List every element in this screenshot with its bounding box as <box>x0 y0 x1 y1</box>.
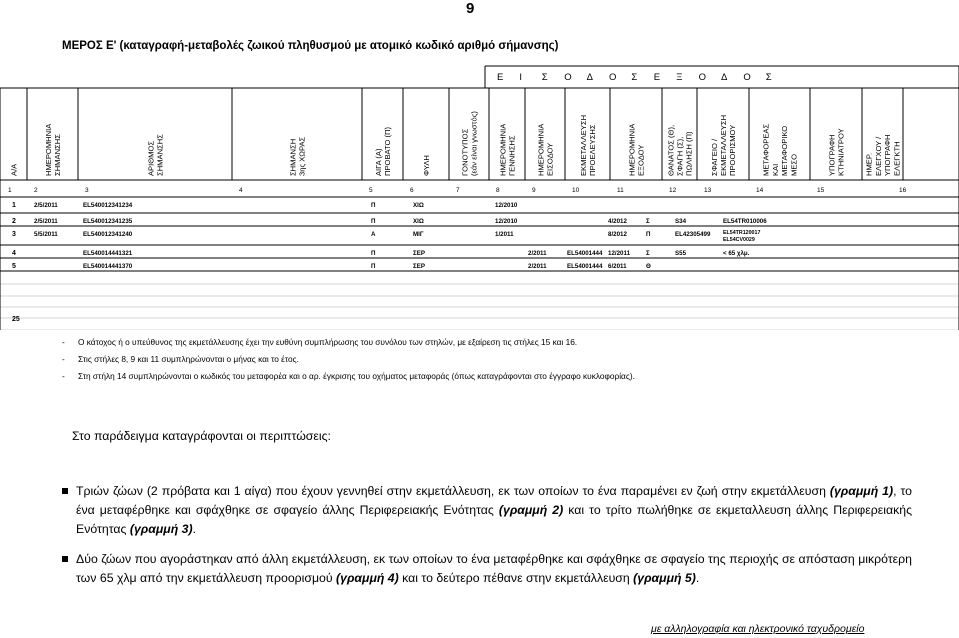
cell-exit: 6/2011 <box>608 263 627 270</box>
cell-transporter: EL54TR010006 <box>723 218 767 225</box>
cell-breed: ΜΙΓ <box>413 231 424 238</box>
cell-birth: 12/2010 <box>495 202 518 209</box>
column-header-2: ΗΜΕΡΟΜΗΝΙΑ <box>43 123 53 176</box>
column-number-14: 14 <box>756 187 764 194</box>
column-header-8: ΓΕΝΝΗΣΗΣ <box>507 135 517 176</box>
column-number-3: 3 <box>85 187 89 194</box>
cell-no: 4 <box>12 250 16 257</box>
cell-dest: S34 <box>675 218 687 225</box>
cell-species: Α <box>371 231 376 238</box>
cell-exit: 4/2012 <box>608 218 627 225</box>
cell-date: 2/5/2011 <box>34 218 58 225</box>
column-header-9: ΗΜΕΡΟΜΗΝΙΑ <box>536 123 546 176</box>
cell-species: Π <box>371 218 376 225</box>
cell-transporter: < 65 χλμ. <box>723 250 750 257</box>
column-number-1: 1 <box>8 187 12 194</box>
cell-date: 2/5/2011 <box>34 202 58 209</box>
instructions-notes <box>62 334 635 385</box>
column-header-12: ΣΦΑΓΗ (Σ), <box>675 136 685 176</box>
eisodos-letter: Ξ <box>676 72 683 83</box>
column-header-7: ΓΟΝΟΤΥΠΟΣ <box>460 128 470 176</box>
column-header-5: ΠΡΟΒΑΤΟ (Π) <box>383 126 393 176</box>
page-number: 9 <box>466 0 475 17</box>
cell-entry: 2/2011 <box>528 263 547 270</box>
column-header-1: Α/Α <box>9 163 19 176</box>
column-header-6: ΦΥΛΗ <box>422 155 431 176</box>
cell-exit: 12/2011 <box>608 250 631 257</box>
column-header-5: ΑΙΓΑ (Α) <box>373 148 383 176</box>
column-header-16: ΕΛΕΓΧΟΥ / <box>873 136 883 176</box>
column-header-15: ΚΤΗΝΙΑΤΡΟΥ <box>836 128 846 176</box>
cell-birth: 12/2010 <box>495 218 518 225</box>
eisodos-letter: Ο <box>564 72 572 83</box>
cell-reason: Σ <box>646 250 650 257</box>
table-row <box>12 250 750 257</box>
cell-date: 5/5/2011 <box>34 231 58 238</box>
bullet-square-icon <box>62 488 68 494</box>
cell-breed: ΣΕΡ <box>413 263 425 270</box>
column-number-11: 11 <box>617 187 624 194</box>
eisodos-letter: Δ <box>721 72 728 83</box>
cell-id: EL540012341234 <box>83 202 133 209</box>
column-number-6: 6 <box>410 187 414 194</box>
cell-id: EL540012341235 <box>83 218 133 225</box>
table-row <box>12 230 760 243</box>
column-number-15: 15 <box>817 187 825 194</box>
column-number-8: 8 <box>496 187 500 194</box>
cell-breed: ΧΙΩ <box>413 218 424 225</box>
column-number-10: 10 <box>572 187 580 194</box>
cell-reason: Π <box>646 231 651 238</box>
column-header-11: ΗΜΕΡΟΜΗΝΙΑ <box>627 123 637 176</box>
row-number-25: 25 <box>12 316 20 323</box>
column-header-14: ΜΕΤΑΦΟΡΕΑΣ <box>761 123 771 176</box>
table-rows <box>12 202 767 270</box>
column-header-14: ΚΑΙ <box>770 163 780 176</box>
column-header-10: ΠΡΟΕΛΕΥΣΗΣ <box>588 124 598 176</box>
cell-reason: Σ <box>646 218 650 225</box>
eisodos-exodos-banner <box>497 72 772 83</box>
column-header-10: ΕΚΜΕΤΑΛΛΕΥΣΗ <box>578 114 588 176</box>
eisodos-letter: Σ <box>765 72 772 83</box>
cell-id: EL540014441321 <box>83 250 133 257</box>
column-header-13: ΣΦΑΓΕΙΟ / <box>709 138 719 176</box>
intro-text: Στο παράδειγμα καταγράφονται οι περιπτώσεις: <box>72 429 331 443</box>
column-header-3: ΑΡΙΘΜΟΣ <box>146 140 156 176</box>
cell-birth: 1/2011 <box>495 231 514 238</box>
cell-dest: S55 <box>675 250 687 257</box>
cell-origin: EL54001444 <box>567 263 603 270</box>
column-header-8: ΗΜΕΡΟΜΗΝΙΑ <box>498 123 508 176</box>
cell-reason: Θ <box>646 263 651 270</box>
eisodos-letter: Ο <box>698 72 706 83</box>
eisodos-letter: Δ <box>586 72 593 83</box>
cell-species: Π <box>371 263 376 270</box>
column-header-12: ΘΑΝΑΤΟΣ (Θ), <box>666 124 676 176</box>
table-row <box>12 218 767 225</box>
column-number-13: 13 <box>704 187 712 194</box>
cell-no: 3 <box>12 231 16 238</box>
column-header-14: ΜΕΤΑΦΟΡΙΚΟ <box>780 125 790 176</box>
cell-species: Π <box>371 250 376 257</box>
page-title: ΜΕΡΟΣ Ε' (καταγραφή-μεταβολές ζωικού πληθυσμού με ατομικό κωδικό αριθμό σήμανσης) <box>62 40 559 52</box>
cell-breed: ΣΕΡ <box>413 250 425 257</box>
footer-text: με αλληλογραφία και ηλεκτρονικό ταχυδρομείο <box>651 623 865 635</box>
table-gridlines <box>0 66 959 330</box>
bullet-square-icon <box>62 556 68 562</box>
column-header-13: ΠΡΟΟΡΙΣΜΟΥ <box>728 124 738 176</box>
column-headers <box>10 111 902 176</box>
column-header-12: ΠΩΛΗΣΗ (Π) <box>684 131 694 176</box>
cell-no: 1 <box>12 202 16 209</box>
cell-no: 2 <box>12 218 16 225</box>
table-row <box>12 202 518 209</box>
eisodos-letter: Σ <box>541 72 548 83</box>
column-header-3: ΣΗΜΑΝΣΗΣ <box>155 134 165 176</box>
column-number-9: 9 <box>532 187 536 194</box>
column-header-2: ΣΗΜΑΝΣΗΣ <box>53 134 63 176</box>
column-header-11: ΕΞΟΔΟΥ <box>636 144 646 176</box>
eisodos-letter: Ι <box>519 72 523 83</box>
column-header-4: 3ης ΧΩΡΑΣ <box>297 136 307 176</box>
cell-transporter-vehicle: EL54CV0029 <box>723 237 755 243</box>
column-number-7: 7 <box>456 187 460 194</box>
column-header-16: ΕΛΕΓΚΤΗ <box>892 141 902 176</box>
bullet-case-1: Τριών ζώων (2 πρόβατα και 1 αίγα) που έχουν γεννηθεί στην εκμετάλλευση, εκ των οποίων το ένα παραμένει εν ζωή στην εκμετάλλευση (γραμμή 1), το ένα μεταφέρθηκε και σφάχθηκε σε σφαγείο άλλης Περιφερειακής Ενότητας (γραμμή 2) και το τρίτο πωλήθηκε σε εκμεταλλευση άλλης Περιφερειακής Ενότητας (γραμμή 3). <box>62 482 912 539</box>
column-header-4: ΣΗΜΑΝΣΗ <box>288 138 298 176</box>
cell-exit: 8/2012 <box>608 231 627 238</box>
cell-id: EL540014441370 <box>83 263 133 270</box>
eisodos-letter: Ε <box>497 72 504 83</box>
bullet-case-2: Δύο ζώων που αγοράστηκαν από άλλη εκμετάλλευση, εκ των οποίων το ένα μεταφέρθηκε και σφάχθηκε σε σφαγείο της περιοχής σε απόσταση μικρότερη των 65 χλμ από την εκμετάλλευση προορισμού (γραμμή 4) και το δεύτερο πέθανε στην εκμετάλλευση (γραμμή 5). <box>62 550 912 588</box>
column-number-12: 12 <box>669 187 677 194</box>
column-header-16: ΗΜΕΡ. <box>864 152 874 176</box>
column-header-7: (εάν είναι γνωστός) <box>469 111 479 176</box>
table-row <box>12 263 651 270</box>
cell-entry: 2/2011 <box>528 250 547 257</box>
column-header-16: ΥΠΟΓΡΑΦΗ <box>883 134 893 176</box>
note-2: - Στις στήλες 8, 9 και 11 συμπληρώνονται ο μήνας και το έτος. <box>62 354 299 364</box>
cell-species: Π <box>371 202 376 209</box>
cell-origin: EL54001444 <box>567 250 603 257</box>
eisodos-letter: Ε <box>653 72 661 83</box>
eisodos-letter: Ο <box>609 72 617 83</box>
column-number-2: 2 <box>34 187 38 194</box>
column-header-9: ΕΙΣΟΔΟΥ <box>545 142 555 176</box>
column-number-5: 5 <box>369 187 373 194</box>
column-header-15: ΥΠΟΓΡΑΦΗ <box>827 134 837 176</box>
note-1: - Ο κάτοχος ή ο υπεύθυνος της εκμετάλλευσης έχει την ευθύνη συμπλήρωσης του συνόλου των στηλών, με εξαίρεση τις στήλες 15 και 16. <box>62 337 578 347</box>
column-header-14: ΜΕΣΟ <box>789 154 799 176</box>
cell-id: EL540012341240 <box>83 231 133 238</box>
cell-breed: ΧΙΩ <box>413 202 424 209</box>
cell-no: 5 <box>12 263 16 270</box>
column-numbers <box>8 187 907 194</box>
column-number-16: 16 <box>899 187 907 194</box>
eisodos-letter: Ο <box>743 72 751 83</box>
note-3: - Στη στήλη 14 συμπληρώνονται ο κωδικός του μεταφορέα και ο αρ. έγκρισης του οχήματος μεταφοράς (όπως καταγράφονται στο έγγραφο κυκλοφορίας). <box>62 371 635 381</box>
cell-dest: EL42305499 <box>675 231 711 238</box>
column-header-13: ΕΚΜΕΤΑΛΛΕΥΣΗ <box>719 114 728 176</box>
cell-transporter: EL54TR120017 <box>723 230 761 236</box>
eisodos-letter: Σ <box>631 72 638 83</box>
column-number-4: 4 <box>239 187 243 194</box>
